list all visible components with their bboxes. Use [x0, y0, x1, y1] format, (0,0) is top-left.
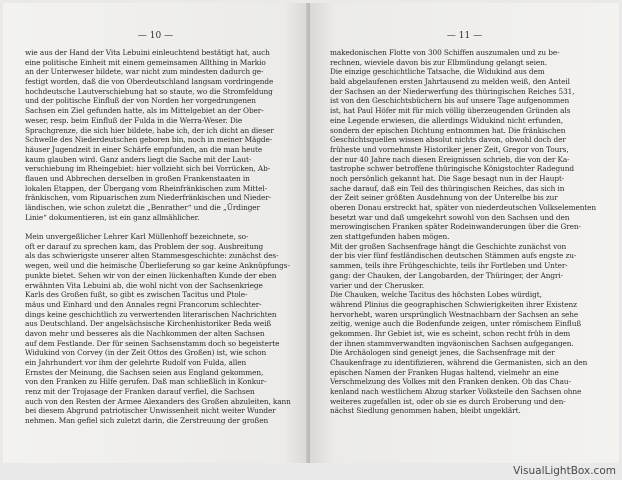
- text-line: von den Franken zu Hilfe gerufen. Daß man schließlich in Konkur-: [25, 377, 267, 387]
- text-line: früheste und vornehmste Historiker jener Zeit, Gregor von Tours,: [330, 144, 569, 154]
- book-spread: [3, 3, 619, 463]
- text-line: ein Jahrhundert vor ihm der gelehrte Rudolf von Fulda, allen: [25, 358, 247, 367]
- text-line: flauen und Abbrechen derselben in großen Frankenstaaten in: [25, 173, 250, 183]
- text-line: dings keine geschichtlich zu verwertenden literarischen Nachrichten: [25, 309, 277, 319]
- text-line: nächst Siedlung genommen haben, bleibt ungeklärt.: [330, 406, 521, 416]
- text-line: auf dem Festlande. Der für seinen Sachsenstamm doch so begeisterte: [25, 338, 280, 348]
- text-line: ländischen, wie schon zuletzt die „Benrather“ und die „Ürdinger: [25, 203, 260, 212]
- text-line: Chaukenfrage zu identifizieren, während die Germanisten, sich an den: [330, 358, 588, 367]
- text-line: eine Legende erwiesen, die allerdings Widukind nicht erfunden,: [330, 115, 563, 125]
- text-line: an der Unterweser bildete, war nicht zum mindesten dadurch ge-: [25, 67, 264, 77]
- text-line: oft er darauf zu sprechen kam, das Problem der sog. Ausbreitung: [25, 241, 264, 251]
- right-page: [310, 3, 619, 463]
- text-line: sache darauf, daß ein Teil des thüringischen Reiches, das sich in: [330, 183, 565, 193]
- text-line: Schwelle des Niederdeutschen geboren bin, noch in meiner Mägde-: [25, 135, 273, 145]
- text-line: festigt worden, daß die von Oberdeutschland langsam vordringende: [25, 77, 274, 87]
- text-line: eine politische Einheit mit einem gemeinsamen Allthing in Markio: [25, 57, 266, 67]
- text-line: punkte bietet. Sehen wir von der einen lückenhaften Kunde der eben: [25, 270, 277, 280]
- text-line: Die einzige geschichtliche Tatsache, die Widukind aus dem: [330, 67, 545, 77]
- text-line: Die Chauken, welche Tacitus des höchsten Lobes würdigt,: [330, 290, 542, 300]
- text-line: sammen, teils ihre Frühgeschichte, teils ihr Fortleben und Unter-: [330, 261, 568, 271]
- text-line: Geschichtsquellen wissen absolut nichts davon, obwohl doch der: [330, 135, 566, 145]
- text-line: tastrophe schwer betroffene thüringische Königstochter Radegund: [330, 164, 574, 174]
- text-line: der Sachsen an der Niederwerfung des thüringischen Reiches 531,: [330, 86, 575, 96]
- text-line: verschiebung im Rheingebiet: hier vollzieht sich bei Vorrücken, Ab-: [25, 164, 271, 174]
- left-page-number: — 10 —: [137, 31, 174, 41]
- text-line: gang: der Chauken, der Langobarden, der Thüringer, der Angri-: [330, 270, 564, 280]
- text-line: kenland nach westlichem Abzug starker Volksteile den Sachsen ohne: [330, 387, 582, 397]
- text-line: hochdeutsche Lautverschiebung hat so staute, wo die Stromfeldung: [25, 86, 273, 96]
- text-line: oberen Donau erstreckt hat, später von niederdeutschen Volkselementen: [330, 203, 597, 212]
- text-line: mäus und Einhard und den Annales regni Francorum schlechter-: [25, 299, 262, 309]
- text-line: erwähnten Vita Lebuini ab, die wohl nicht von der Sachsenkriege: [25, 280, 263, 290]
- text-line: weiteres zugefallen ist, oder ob sie es durch Eroberung und den-: [330, 396, 566, 406]
- text-line: Mein unvergeßlicher Lehrer Karl Müllenhoff bezeichnete, so-: [25, 232, 249, 242]
- text-line: Verschmelzung des Volkes mit den Franken denken. Ob das Chau-: [330, 377, 571, 387]
- text-line: Widukind von Corvey (in der Zeit Ottos des Großen) ist, wie schon: [25, 348, 267, 358]
- text-line: Linie“ dokumentieren, ist ein ganz allmählicher.: [25, 212, 200, 222]
- right-page-text: [330, 48, 600, 416]
- text-line: Mit der großen Sachsenfrage hängt die Geschichte zunächst von: [330, 241, 567, 251]
- paragraph-gap: [25, 222, 293, 232]
- text-line: sondern der epischen Dichtung entnommen hat. Die fränkischen: [330, 125, 566, 135]
- text-line: Die Archäologen sind geneigt jenes, die Sachsenfrage mit der: [330, 348, 555, 358]
- text-line: der ihnen stammverwandten ingväonischen Sachsen aufgegangen.: [330, 338, 574, 348]
- text-line: fränkischen, vom Ripuarischen zum Niederfränkischen und Nieder-: [25, 193, 272, 203]
- text-line: epischen Namen der Franken Hugas haltend, vielmehr an eine: [330, 367, 559, 377]
- text-line: Sachsen ein Ziel gefunden hatte, als im Mittelgebiet an der Ober-: [25, 106, 264, 116]
- left-page-text: [25, 48, 293, 426]
- text-line: Ernstes der Meinung, die Sachsen seien aus England gekommen,: [25, 367, 264, 377]
- text-line: rechnen, wieviele davon bis zur Elbmündung gelangt seien.: [330, 57, 548, 67]
- text-line: gekommen. Ihr Gebiet ist, wie es scheint, schon recht früh in dem: [330, 328, 571, 338]
- text-line: häuser Jugendzeit in einer Schärfe empfunden, an die man heute: [25, 144, 263, 154]
- text-line: Sprachgrenze, die sich hier bildete, habe ich, der ich dicht an dieser: [25, 125, 274, 135]
- text-line: auch von den Resten der Armee Alexanders des Großen abzuleiten, kann: [25, 396, 291, 406]
- right-page-number: — 11 —: [446, 31, 483, 41]
- text-line: zeitig, wenige auch die Bodenfunde zeigen, unter römischem Einfluß: [330, 319, 582, 329]
- text-line: lokalen Etappen, der Übergang vom Rheinfränkischen zum Mittel-: [25, 183, 268, 193]
- text-line: Karls des Großen fußt, so gibt es zwischen Tacitus und Ptole-: [25, 290, 248, 300]
- text-line: bald abgelaufenen ersten Jahrtausend zu melden weiß, den Anteil: [330, 77, 570, 87]
- text-line: als das schwierigste unserer alten Stammesgeschichte: zunächst des-: [25, 251, 279, 261]
- watermark: VisualLightBox.com: [513, 465, 616, 477]
- text-line: ist, hat Paul Höfer mit für mich völlig überzeugenden Gründen als: [330, 106, 571, 116]
- text-line: makedonischen Flotte von 300 Schiffen auszumalen und zu be-: [330, 48, 560, 57]
- text-line: nehmen. Man gefiel sich zuletzt darin, die Zerstreuung der großen: [25, 416, 269, 426]
- text-line: noch persönlich gekannt hat. Die Sage besagt nun in der Haupt-: [330, 173, 565, 183]
- text-line: aus Deutschland. Der angelsächsische Kirchenhistoriker Beda weiß: [25, 319, 272, 329]
- text-line: kaum glauben wird. Ganz anders liegt die Sache mit der Laut-: [25, 154, 252, 164]
- text-line: der nur 40 Jahre nach diesen Ereignissen schrieb, die von der Ka-: [330, 154, 570, 164]
- left-page: [3, 3, 308, 463]
- text-line: hervorhebt, waren ursprünglich Westnachbarn der Sachsen an sehe: [330, 309, 579, 319]
- text-line: besetzt war und daß umgekehrt sowohl von den Sachsen und den: [330, 212, 570, 222]
- text-line: der bis vier fünf festländischen deutschen Stämmen aufs engste zu-: [330, 251, 577, 261]
- text-line: während Plinius die geographischen Schwierigkeiten ihrer Existenz: [330, 299, 577, 309]
- text-line: merowingischen Franken später Rodeinwanderungen über die Gren-: [330, 222, 581, 232]
- text-line: ist von den Geschichtsbüchern bis auf unsere Tage aufgenommen: [330, 96, 570, 106]
- text-line: zen stattgefunden haben mögen.: [330, 232, 450, 242]
- text-line: der Zeit seiner größten Ausdehnung von der Unterelbe bis zur: [330, 193, 558, 203]
- text-line: davon mehr und besseres als die Nachkommen der alten Sachsen: [25, 328, 265, 338]
- text-line: weser, resp. beim Einfluß der Fulda in die Werra-Weser. Die: [25, 115, 243, 125]
- text-line: und der politische Einfluß der von Norden her vorgedrungenen: [25, 96, 256, 106]
- text-line: wie aus der Hand der Vita Lebuini einleuchtend bestätigt hat, auch: [25, 48, 270, 57]
- text-line: bei diesem Abgrund patriotischer Unwissenheit nicht weiter Wunder: [25, 406, 276, 416]
- text-line: renz mit der Trojasage der Franken darauf verfiel, die Sachsen: [25, 387, 255, 397]
- text-line: varier und der Cherusker.: [330, 280, 425, 290]
- text-line: wegen, weil und die heimische Überlieferung so gar keine Anknüpfungs-: [25, 261, 290, 271]
